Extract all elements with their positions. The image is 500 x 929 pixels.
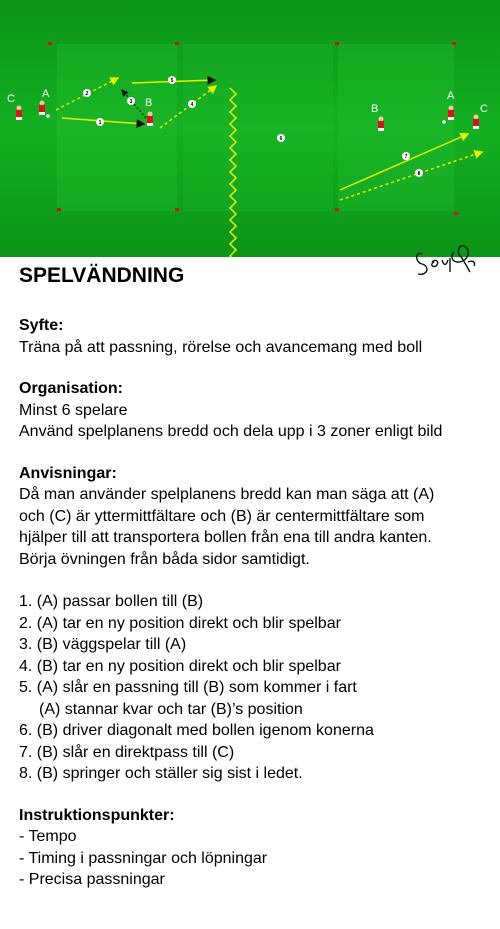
syfte-heading: Syfte: — [19, 317, 64, 334]
step-marker-8: 8 — [417, 171, 421, 177]
cone — [175, 42, 179, 45]
step-item: 8. (B) springer och ställer sig sist i ledet. — [19, 765, 303, 782]
page-title: SPELVÄNDNING — [19, 264, 185, 287]
instruktion-item: - Tempo — [19, 828, 77, 845]
step-item: 3. (B) väggspelar till (A) — [19, 636, 187, 653]
organisation-line-1: Minst 6 spelare — [19, 401, 128, 419]
anvisningar-heading: Anvisningar: — [19, 464, 117, 482]
player-b-right — [378, 117, 384, 132]
instruktion-heading: Instruktionspunkter: — [19, 806, 175, 824]
label-a-left: A — [42, 88, 50, 100]
syfte-text: Träna på att passning, rörelse och avancemang med boll — [19, 338, 423, 356]
cone — [335, 42, 339, 45]
step-item: 2. (A) tar en ny position direkt och blir spelbar — [19, 614, 341, 632]
section-anvisningar — [19, 463, 497, 785]
instruktion-item: - Timing i passningar och löpningar — [19, 849, 268, 867]
label-c-left: C — [7, 93, 15, 105]
zone-left — [57, 44, 177, 211]
step-marker-6: 6 — [279, 136, 283, 142]
cone — [57, 208, 61, 211]
step-marker-4: 4 — [190, 102, 194, 108]
cone — [452, 42, 456, 45]
step-marker-7: 7 — [404, 154, 408, 160]
label-a-right: A — [447, 90, 455, 102]
cone — [48, 42, 52, 45]
organisation-heading: Organisation: — [19, 380, 124, 397]
step-item: 4. (B) tar en ny position direkt och blir spelbar — [19, 657, 341, 675]
step-item: 5. (A) slår en passning till (B) som kommer i fart — [19, 679, 357, 696]
anvisningar-line-1: Då man använder spelplanens bredd kan man säga att (A) — [19, 486, 435, 503]
label-c-right: C — [480, 103, 488, 115]
step-marker-3: 3 — [129, 99, 133, 105]
zone-right — [338, 44, 454, 211]
document-body — [19, 262, 497, 891]
cone — [335, 208, 339, 211]
drill-diagram — [0, 0, 500, 257]
cone — [454, 212, 458, 215]
player-b-left — [147, 112, 153, 127]
step-list — [19, 591, 497, 785]
cone — [175, 208, 179, 211]
step-item: 1. (A) passar bollen till (B) — [19, 593, 204, 610]
step-marker-1: 1 — [98, 120, 102, 126]
step-item-continuation: (A) stannar kvar och tar (B)’s position — [39, 700, 303, 718]
step-item: 6. (B) driver diagonalt med bollen igenom konerna — [19, 722, 374, 739]
instruktion-item: - Precisa passningar — [19, 871, 165, 888]
section-instruktionspunkter — [19, 805, 497, 891]
label-b-left: B — [145, 97, 153, 109]
anvisningar-line-3: hjälper till att transportera bollen från ena till andra kanten. — [19, 529, 432, 546]
anvisningar-line-2: och (C) är yttermittfältare och (B) är centermittfältare som — [19, 507, 425, 525]
step-item: 7. (B) slår en direktpass till (C) — [19, 743, 235, 761]
zone-middle — [183, 44, 333, 211]
step-marker-2: 2 — [85, 91, 89, 97]
organisation-line-2: Använd spelplanens bredd och dela upp i 3 zoner enligt bild — [19, 423, 443, 440]
player-c-left — [16, 106, 22, 121]
section-syfte — [19, 315, 497, 358]
anvisningar-line-4: Börja övningen från båda sidor samtidigt. — [19, 550, 310, 568]
step-marker-5: 5 — [170, 78, 174, 84]
player-c-right — [473, 115, 479, 130]
section-organisation — [19, 378, 497, 443]
label-b-right: B — [371, 103, 379, 115]
